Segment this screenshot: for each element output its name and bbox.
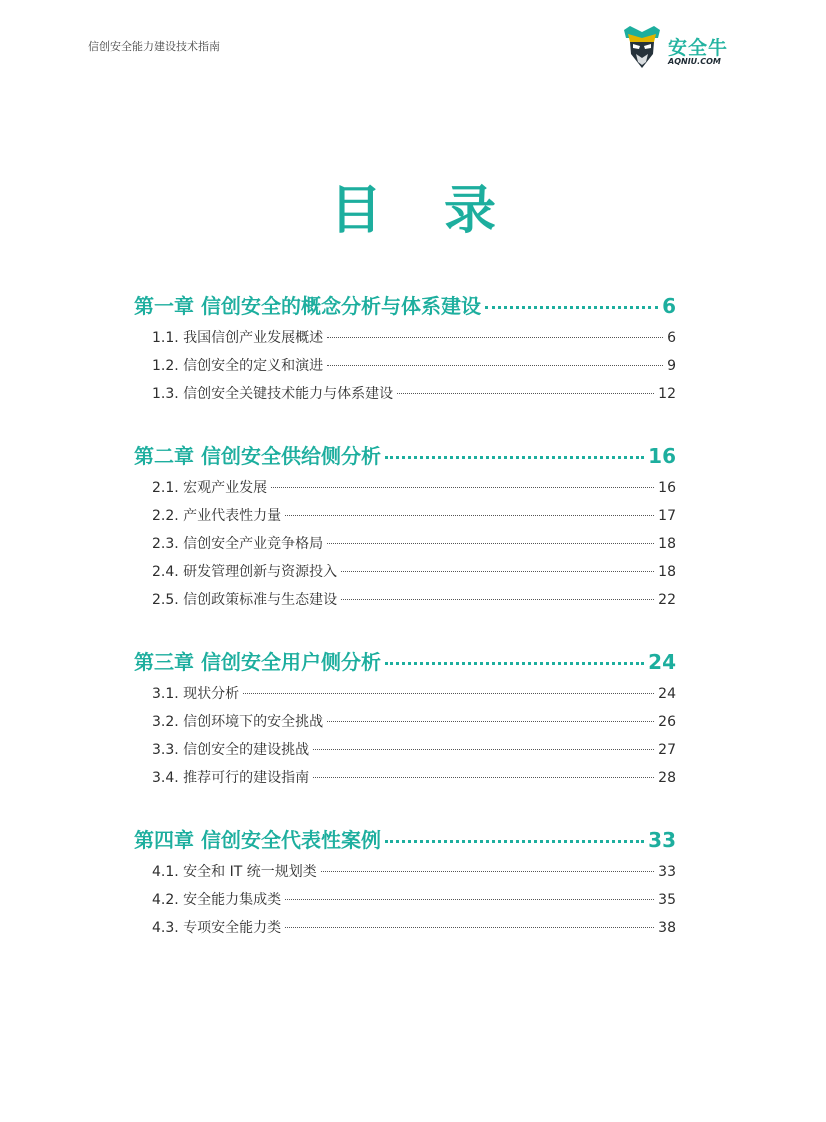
spacer bbox=[134, 408, 676, 438]
dot-leader bbox=[397, 393, 654, 394]
brand-logo bbox=[620, 24, 730, 72]
section-page-number: 38 bbox=[658, 920, 676, 936]
dot-leader bbox=[327, 337, 663, 338]
toc-section-3-1[interactable] bbox=[134, 680, 676, 708]
dot-leader bbox=[385, 662, 644, 665]
toc-section-2-3[interactable] bbox=[134, 530, 676, 558]
section-title: 4.3. 专项安全能力类 bbox=[152, 920, 282, 936]
section-page-number: 18 bbox=[658, 536, 676, 552]
section-page-number: 33 bbox=[658, 864, 676, 880]
toc-section-4-3[interactable] bbox=[134, 914, 676, 942]
section-page-number: 18 bbox=[658, 564, 676, 580]
dot-leader bbox=[321, 871, 654, 872]
dot-leader bbox=[327, 543, 654, 544]
toc-section-1-2[interactable] bbox=[134, 352, 676, 380]
section-title: 2.5. 信创政策标准与生态建设 bbox=[152, 592, 338, 608]
toc-section-2-5[interactable] bbox=[134, 586, 676, 614]
spacer bbox=[134, 614, 676, 644]
toc-section-1-1[interactable] bbox=[134, 324, 676, 352]
toc-chapter-4[interactable] bbox=[134, 822, 676, 858]
dot-leader bbox=[313, 777, 654, 778]
section-title: 3.3. 信创安全的建设挑战 bbox=[152, 742, 310, 758]
section-page-number: 35 bbox=[658, 892, 676, 908]
toc-section-4-1[interactable] bbox=[134, 858, 676, 886]
section-page-number: 9 bbox=[667, 358, 676, 374]
chapter-title: 第三章 信创安全用户侧分析 bbox=[134, 650, 381, 674]
section-title: 2.4. 研发管理创新与资源投入 bbox=[152, 564, 338, 580]
section-page-number: 22 bbox=[658, 592, 676, 608]
section-title: 1.2. 信创安全的定义和演进 bbox=[152, 358, 324, 374]
dot-leader bbox=[485, 306, 658, 309]
toc-section-2-2[interactable] bbox=[134, 502, 676, 530]
dot-leader bbox=[341, 599, 654, 600]
chapter-page-number: 6 bbox=[662, 294, 676, 318]
chapter-title: 第四章 信创安全代表性案例 bbox=[134, 828, 381, 852]
toc-chapter-2[interactable] bbox=[134, 438, 676, 474]
toc-chapter-3[interactable] bbox=[134, 644, 676, 680]
dot-leader bbox=[385, 840, 644, 843]
toc-section-2-4[interactable] bbox=[134, 558, 676, 586]
dot-leader bbox=[313, 749, 654, 750]
document-header-title: 信创安全能力建设技术指南 bbox=[88, 40, 220, 53]
section-page-number: 27 bbox=[658, 742, 676, 758]
spacer bbox=[134, 792, 676, 822]
section-title: 1.3. 信创安全关键技术能力与体系建设 bbox=[152, 386, 394, 402]
dot-leader bbox=[385, 456, 644, 459]
chapter-page-number: 16 bbox=[648, 444, 676, 468]
toc-section-3-4[interactable] bbox=[134, 764, 676, 792]
helmeted-warrior-logo-icon bbox=[620, 24, 664, 70]
section-title: 2.2. 产业代表性力量 bbox=[152, 508, 282, 524]
section-page-number: 17 bbox=[658, 508, 676, 524]
section-title: 3.2. 信创环境下的安全挑战 bbox=[152, 714, 324, 730]
toc-section-3-2[interactable] bbox=[134, 708, 676, 736]
dot-leader bbox=[341, 571, 654, 572]
chapter-page-number: 24 bbox=[648, 650, 676, 674]
section-page-number: 6 bbox=[667, 330, 676, 346]
section-page-number: 26 bbox=[658, 714, 676, 730]
toc-section-2-1[interactable] bbox=[134, 474, 676, 502]
section-title: 1.1. 我国信创产业发展概述 bbox=[152, 330, 324, 346]
section-title: 2.1. 宏观产业发展 bbox=[152, 480, 268, 496]
chapter-page-number: 33 bbox=[648, 828, 676, 852]
toc-chapter-1[interactable] bbox=[134, 288, 676, 324]
section-title: 3.4. 推荐可行的建设指南 bbox=[152, 770, 310, 786]
toc-title: 目 录 bbox=[329, 181, 519, 241]
section-title: 4.2. 安全能力集成类 bbox=[152, 892, 282, 908]
section-title: 4.1. 安全和 IT 统一规划类 bbox=[152, 864, 317, 880]
dot-leader bbox=[327, 365, 663, 366]
section-page-number: 12 bbox=[658, 386, 676, 402]
logo-domain: AQNIU.COM bbox=[668, 57, 721, 66]
dot-leader bbox=[271, 487, 654, 488]
section-page-number: 16 bbox=[658, 480, 676, 496]
logo-brand-name: 安全牛 bbox=[668, 37, 729, 59]
section-page-number: 24 bbox=[658, 686, 676, 702]
section-title: 3.1. 现状分析 bbox=[152, 686, 240, 702]
section-title: 2.3. 信创安全产业竞争格局 bbox=[152, 536, 324, 552]
toc-section-3-3[interactable] bbox=[134, 736, 676, 764]
dot-leader bbox=[285, 899, 654, 900]
toc-section-1-3[interactable] bbox=[134, 380, 676, 408]
chapter-title: 第二章 信创安全供给侧分析 bbox=[134, 444, 381, 468]
section-page-number: 28 bbox=[658, 770, 676, 786]
toc-section-4-2[interactable] bbox=[134, 886, 676, 914]
dot-leader bbox=[285, 927, 654, 928]
table-of-contents bbox=[134, 288, 676, 942]
dot-leader bbox=[327, 721, 654, 722]
dot-leader bbox=[285, 515, 654, 516]
dot-leader bbox=[243, 693, 654, 694]
chapter-title: 第一章 信创安全的概念分析与体系建设 bbox=[134, 294, 481, 318]
